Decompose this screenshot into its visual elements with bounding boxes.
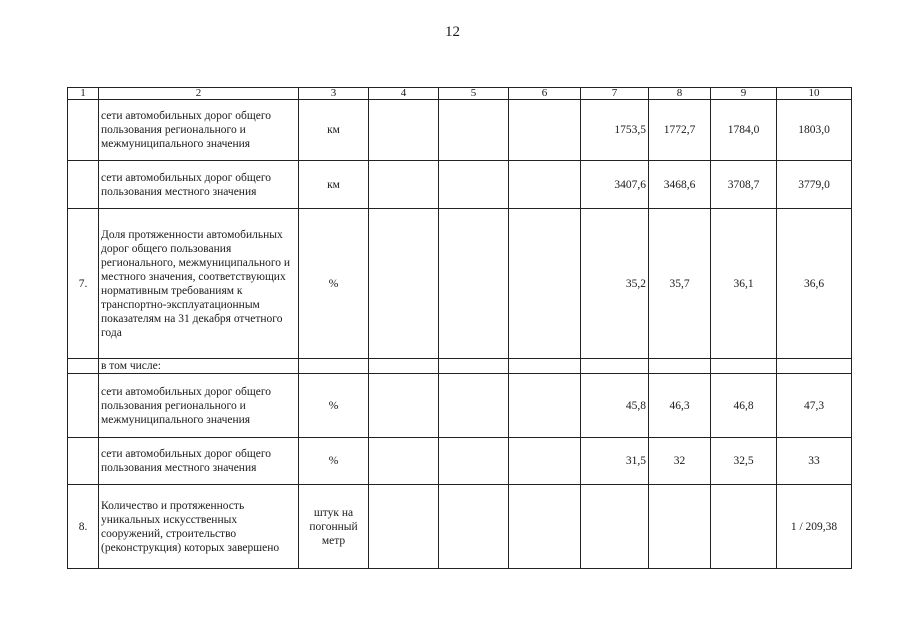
value-cell [581, 485, 649, 569]
indicator-name: сети автомобильных дорог общего пользования регионального и межмуниципального значения [99, 374, 299, 438]
column-header: 10 [777, 88, 852, 100]
column-header: 9 [711, 88, 777, 100]
value-cell [509, 359, 581, 374]
column-header: 8 [649, 88, 711, 100]
value-cell [509, 438, 581, 485]
row-number [68, 374, 99, 438]
unit-cell: км [299, 100, 369, 161]
value-cell: 36,6 [777, 209, 852, 359]
value-cell: 3779,0 [777, 161, 852, 209]
row-number: 7. [68, 209, 99, 359]
value-cell: 35,2 [581, 209, 649, 359]
value-cell [509, 100, 581, 161]
value-cell [777, 359, 852, 374]
value-cell: 46,8 [711, 374, 777, 438]
value-cell [439, 359, 509, 374]
value-cell: 33 [777, 438, 852, 485]
value-cell [509, 374, 581, 438]
value-cell [369, 100, 439, 161]
column-header: 4 [369, 88, 439, 100]
value-cell: 1 / 209,38 [777, 485, 852, 569]
value-cell [509, 209, 581, 359]
column-header: 1 [68, 88, 99, 100]
row-number [68, 438, 99, 485]
value-cell: 47,3 [777, 374, 852, 438]
indicator-name: Количество и протяженность уникальных искусственных сооружений, строительство (реконструкция) которых завершено [99, 485, 299, 569]
page-number: 12 [445, 24, 460, 40]
unit-cell: штук на погонный метр [299, 485, 369, 569]
column-header: 7 [581, 88, 649, 100]
value-cell [439, 374, 509, 438]
value-cell [439, 438, 509, 485]
value-cell [509, 161, 581, 209]
value-cell: 32,5 [711, 438, 777, 485]
value-cell [439, 100, 509, 161]
table-row [68, 209, 852, 359]
table-row [68, 438, 852, 485]
value-cell [439, 209, 509, 359]
table-row [68, 161, 852, 209]
value-cell: 1772,7 [649, 100, 711, 161]
value-cell: 45,8 [581, 374, 649, 438]
column-header: 6 [509, 88, 581, 100]
unit-cell [299, 359, 369, 374]
value-cell [369, 438, 439, 485]
value-cell [369, 359, 439, 374]
column-header: 2 [99, 88, 299, 100]
value-cell [649, 359, 711, 374]
value-cell: 3708,7 [711, 161, 777, 209]
indicators-table [67, 87, 852, 569]
indicator-name: сети автомобильных дорог общего пользования регионального и межмуниципального значения [99, 100, 299, 161]
table-row [68, 100, 852, 161]
indicator-name: сети автомобильных дорог общего пользования местного значения [99, 438, 299, 485]
value-cell: 1784,0 [711, 100, 777, 161]
value-cell [369, 374, 439, 438]
table-row [68, 485, 852, 569]
row-number [68, 161, 99, 209]
value-cell [711, 485, 777, 569]
indicator-name: Доля протяженности автомобильных дорог общего пользования регионального, межмуниципального и местного значения, соответствующих нормативным требованиям к транспортно-эксплуатационным показателям на 31 декабря отчетного года [99, 209, 299, 359]
value-cell: 46,3 [649, 374, 711, 438]
header-row [68, 88, 852, 100]
value-cell: 3407,6 [581, 161, 649, 209]
column-header: 3 [299, 88, 369, 100]
value-cell [581, 359, 649, 374]
column-header: 5 [439, 88, 509, 100]
indicator-name: в том числе: [99, 359, 299, 374]
value-cell [369, 485, 439, 569]
table-row [68, 374, 852, 438]
value-cell: 1803,0 [777, 100, 852, 161]
row-number: 8. [68, 485, 99, 569]
row-number [68, 359, 99, 374]
unit-cell: % [299, 374, 369, 438]
value-cell [509, 485, 581, 569]
row-number [68, 100, 99, 161]
unit-cell: км [299, 161, 369, 209]
unit-cell: % [299, 438, 369, 485]
value-cell: 1753,5 [581, 100, 649, 161]
table-row [68, 359, 852, 374]
indicator-name: сети автомобильных дорог общего пользования местного значения [99, 161, 299, 209]
value-cell [369, 209, 439, 359]
value-cell: 35,7 [649, 209, 711, 359]
value-cell: 31,5 [581, 438, 649, 485]
value-cell [439, 485, 509, 569]
value-cell: 36,1 [711, 209, 777, 359]
value-cell: 3468,6 [649, 161, 711, 209]
unit-cell: % [299, 209, 369, 359]
value-cell [439, 161, 509, 209]
value-cell [711, 359, 777, 374]
value-cell: 32 [649, 438, 711, 485]
value-cell [369, 161, 439, 209]
value-cell [649, 485, 711, 569]
